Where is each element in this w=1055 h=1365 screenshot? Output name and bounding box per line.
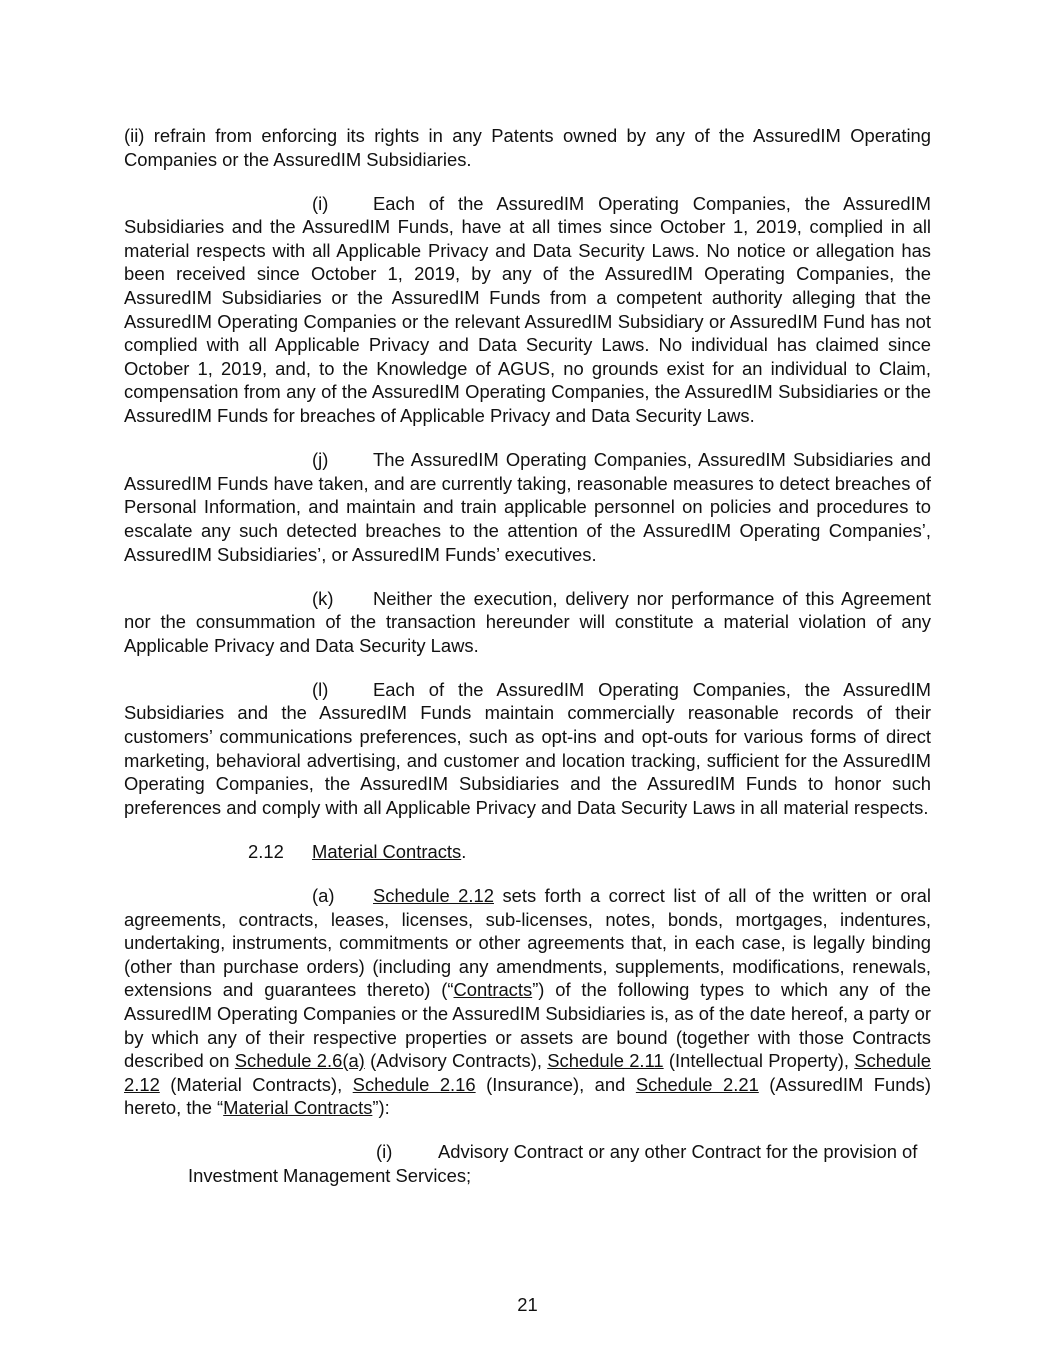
paragraph-j <box>124 448 931 566</box>
section-number: 2.12 <box>248 840 284 862</box>
section-title: Material Contracts <box>312 840 462 862</box>
subparagraph-a-i <box>188 1140 931 1187</box>
paragraph-text: sets forth a correct list of all of the written or oral agreements, contracts, leases, licenses, sub-licenses, notes, bonds, mortgages, indentures, undertaking, instruments, commitments or other agreements that, in each case, is legally binding (other than purchase orders) (including any amendments, supplements, modifications, renewals, extensions and guarantees thereto) (“ <box>124 885 932 1001</box>
paragraph-label: (j) <box>312 449 329 471</box>
paragraph-text: (AssuredIM Funds) hereto, the “ <box>124 1073 931 1119</box>
section-heading-2-12 <box>248 840 931 864</box>
page-number: 21 <box>517 1294 538 1315</box>
document-body <box>124 124 931 1188</box>
subparagraph-line <box>188 1140 931 1164</box>
paragraph-i <box>124 192 931 428</box>
paragraph-label: (a) <box>312 885 335 907</box>
paragraph-text: Investment Management Services; <box>188 1165 472 1187</box>
paragraph-text: (Insurance), and <box>475 1073 636 1095</box>
paragraph-text: (Intellectual Property), <box>663 1050 855 1072</box>
paragraph-text: refrain from enforcing its rights in any Patents owned by any of the AssuredIM Operating Companies or the AssuredIM Subsidiaries. <box>124 125 931 170</box>
paragraph-ii <box>124 124 931 171</box>
schedule-2-12-link[interactable]: Schedule 2.12 <box>124 1050 931 1095</box>
subparagraph-line <box>188 1164 931 1188</box>
paragraph-text: ”): <box>372 1097 390 1119</box>
defined-term-contracts: Contracts <box>453 979 533 1001</box>
paragraph-text: (Material Contracts), <box>159 1073 353 1095</box>
schedule-2-21-link[interactable]: Schedule 2.21 <box>635 1073 759 1095</box>
paragraph-k <box>124 587 931 658</box>
paragraph-text: Advisory Contract or any other Contract for the provision of <box>438 1141 918 1163</box>
paragraph-a <box>124 884 931 1120</box>
schedule-2-16-link[interactable]: Schedule 2.16 <box>352 1073 476 1095</box>
paragraph-label: (k) <box>312 587 334 609</box>
paragraph-label: (i) <box>312 192 329 214</box>
paragraph-label: (l) <box>312 678 329 700</box>
section-title-suffix: . <box>461 840 467 862</box>
paragraph-label: (ii) <box>124 125 145 146</box>
schedule-2-12-link[interactable]: Schedule 2.12 <box>373 885 494 907</box>
paragraph-label: (i) <box>376 1141 393 1163</box>
paragraph-text: ”) of the following types to which any of the AssuredIM Operating Companies or the AssuredIM Subsidiaries is, as of the date hereof, a party or by which any of their respective properties or assets are bound (together with those Contracts described on <box>124 979 931 1072</box>
paragraph-text: Neither the execution, delivery nor performance of this Agreement nor the consummation of the transaction hereunder will constitute a material violation of any Applicable Privacy and Data Security Laws. <box>124 587 931 656</box>
defined-term-material-contracts: Material Contracts <box>223 1097 373 1119</box>
schedule-2-6a-link[interactable]: Schedule 2.6(a) <box>234 1050 365 1072</box>
schedule-2-11-link[interactable]: Schedule 2.11 <box>547 1050 664 1072</box>
paragraph-text: Each of the AssuredIM Operating Companies, the AssuredIM Subsidiaries and the AssuredIM Funds maintain commercially reasonable records of their customers’ communications preferences, such as opt-ins and opt-outs for various forms of direct marketing, behavioral advertising, and customer and location tracking, sufficient for the AssuredIM Operating Companies, the AssuredIM Subsidiaries and the AssuredIM Funds to honor such preferences and comply with all Applicable Privacy and Data Security Laws in all material respects. <box>124 678 931 818</box>
paragraph-text: Each of the AssuredIM Operating Companies, the AssuredIM Subsidiaries and the AssuredIM Funds, have at all times since October 1, 2019, complied in all material respects with all Applicable Privacy and Data Security Laws. No notice or allegation has been received since October 1, 2019, by any of the AssuredIM Operating Companies, the AssuredIM Subsidiaries or the AssuredIM Funds from a competent authority alleging that the AssuredIM Operating Companies or the relevant AssuredIM Subsidiary or AssuredIM Fund has not complied with all Applicable Privacy and Data Security Laws. No individual has claimed since October 1, 2019, and, to the Knowledge of AGUS, no grounds exist for an individual to Claim, compensation from any of the AssuredIM Operating Companies, the AssuredIM Subsidiaries or the AssuredIM Funds for breaches of Applicable Privacy and Data Security Laws. <box>124 192 931 427</box>
paragraph-text: (Advisory Contracts), <box>364 1050 548 1072</box>
paragraph-l <box>124 678 931 820</box>
paragraph-text: The AssuredIM Operating Companies, AssuredIM Subsidiaries and AssuredIM Funds have taken, and are currently taking, reasonable measures to detect breaches of Personal Information, and maintain and train applicable personnel on policies and procedures to escalate any such detected breaches to the attention of the AssuredIM Operating Companies’, AssuredIM Subsidiaries’, or AssuredIM Funds’ executives. <box>124 449 931 565</box>
